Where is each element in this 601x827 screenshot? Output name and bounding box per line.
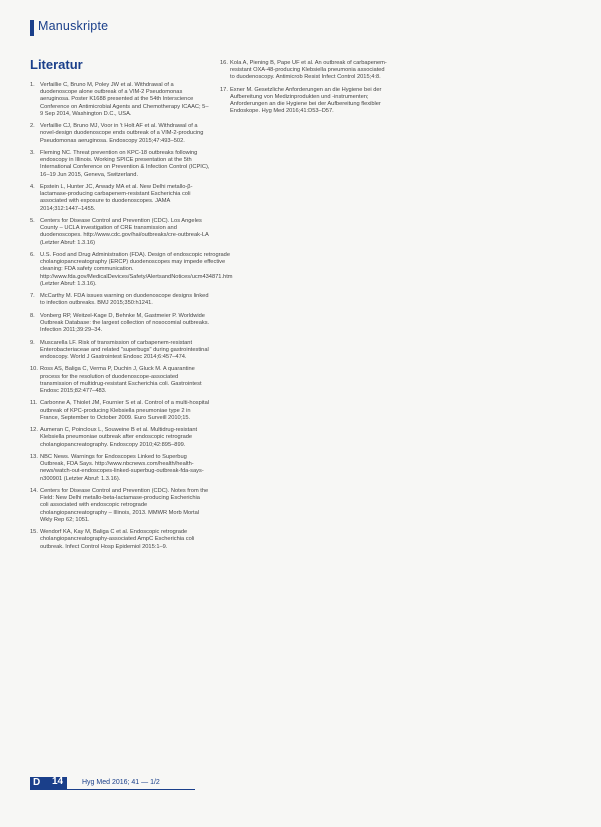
- reference-item: [30, 293, 210, 307]
- reference-number: 9.: [30, 339, 35, 346]
- reference-item: [30, 313, 210, 335]
- reference-number: 3.: [30, 150, 35, 156]
- reference-number: 6.: [30, 252, 35, 258]
- reference-number: 17.: [220, 86, 228, 93]
- reference-text: U.S. Food and Drug Administration (FDA). Design of endoscopic retrograde cholangiopancreatography (ERCP) duodenoscopes may impede effective cleaning: FDA safety communication. http://www.fda.gov/MedicalDevices/Safety/AlertsandNotices/ucm434871.htm (Letzter Abruf: 1.3.16).: [40, 252, 233, 287]
- reference-text: McCarthy M. FDA issues warning on duodenoscope designs linked to infection outbreaks. BMJ 2015;350:h1241.: [40, 293, 209, 307]
- reference-text: Fleming NC. Threat prevention on KPC-18 outbreaks following endoscopy in Illinois. Working SPICE presentation at the 5th International Conference on Prevention & Infection Control (ICPIC), 16–19 Jun 2015, Geneva, Switzerland.: [40, 150, 210, 178]
- reference-text: Carbonne A, Thiolet JM, Fournier S et al. Control of a multi-hospital outbreak of KPC-producing Klebsiella pneumoniae type 2 in France, September to October 2009. Euro Surveill 2010;15.: [40, 400, 210, 421]
- reference-text: Wendorf KA, Kay M, Baliga C et al. Endoscopic retrograde cholangiopancreatography-associated AmpC Escherichia coli outbreak. Infect Control Hosp Epidemiol 2015:1–9.: [40, 529, 195, 550]
- reference-item: [30, 427, 210, 449]
- journal-citation: Hyg Med 2016; 41 — 1/2: [82, 779, 160, 786]
- reference-item: [30, 82, 210, 118]
- reference-number: 14.: [30, 487, 38, 494]
- reference-text: Centers for Disease Control and Prevention (CDC). Notes from the Field: New Delhi metallo-beta-lactamase-producing Escherichia coli associated with endoscopic retrograde cholangiopancreatography – Illinois, 2013. MMWR Morb Mortal Wkly Rep 62; 1051.: [40, 487, 209, 523]
- reference-number: 16.: [220, 60, 228, 66]
- reference-text: Aumeran C, Poincloux L, Souweine B et al. Multidrug-resistant Klebsiella pneumoniae outbreak after endoscopic retrograde cholangiopancreatography. Endoscopy 2010;42:895–899.: [40, 427, 198, 448]
- reference-number: 8.: [30, 312, 35, 319]
- section-marker: [30, 20, 34, 36]
- reference-text: Centers for Disease Control and Prevention (CDC). Los Angeles County – UCLA investigation of CRE transmission and duodenoscopes. http://www.cdc.gov/hai/outbreaks/cre-outbreak-LA (Letzter Abruf: 1.3.16): [40, 218, 209, 246]
- reference-item: [220, 60, 390, 82]
- reference-number: 13.: [30, 453, 38, 460]
- reference-text: Epstein L, Hunter JC, Arwady MA et al. New Delhi metallo-β-lactamase-producing carbapenem-resistant Escherichia coli associated with exposure to duodenoscopes. JAMA 2014;312:1447–1455.: [40, 184, 193, 212]
- reference-text: Muscarella LF. Risk of transmission of carbapenem-resistant Enterobacteriaceae and related "superbugs" during gastrointestinal endoscopy. World J Gastrointest Endosc 2014;6:457–474.: [40, 339, 209, 360]
- reference-text: Kola A, Piening B, Pape UF et al. An outbreak of carbapenem-resistant OXA-48-producing Klebsiella pneumonia associated to duodenoscopy. Antimicrob Resist Infect Control 2015;4:8.: [230, 60, 387, 81]
- reference-item: [30, 454, 210, 483]
- footer-divider: [30, 789, 195, 790]
- reference-text: NBC News. Warnings for Endoscopes Linked to Superbug Outbreak, FDA Says. http://www.nbcnews.com/health/health-news/watch-out-endoscopes-linked-superbug-outbreak-fda-says-n300901 (Letzter Abruf: 1.3.16).: [40, 453, 204, 482]
- reference-item: [220, 87, 390, 116]
- reference-number: 11.: [30, 400, 38, 407]
- reference-number: 7.: [30, 293, 35, 300]
- page-number: 14: [52, 776, 64, 787]
- reference-item: [30, 529, 210, 551]
- reference-number: 4.: [30, 184, 35, 190]
- reference-number: 1.: [30, 82, 35, 88]
- reference-text: Vonberg RP, Weitzel-Kage D, Behnke M, Gastmeier P. Worldwide Outbreak Database: the largest collection of nosocomial outbreaks. Infection 2011;39:29–34.: [40, 312, 210, 334]
- references-column-right: [220, 60, 390, 121]
- reference-item: [30, 184, 210, 213]
- reference-item: [30, 123, 210, 145]
- reference-list-right: [220, 60, 390, 116]
- reference-item: [30, 218, 210, 247]
- references-heading: Literatur: [30, 57, 83, 72]
- footer-section-letter: D: [33, 777, 41, 788]
- section-label: Manuskripte: [38, 19, 109, 33]
- reference-item: [30, 150, 210, 179]
- reference-text: Exner M. Gesetzliche Anforderungen an die Hygiene bei der Aufbereitung von Medizinprodukten und -instrumenten; Anforderungen an die Hygiene bei der Aufbereitung flexibler Endoskope. Hyg Med 2016;41:D53–D57.: [230, 86, 382, 115]
- reference-number: 10.: [30, 366, 38, 373]
- reference-text: Verfaillie CJ, Bruno MJ, Voor in 't Holt AF et al. Withdrawal of a novel-design duodenoscope ends outbreak of a VIM-2-producing Pseudomonas aeruginosa. Endoscopy 2015;47:493–502.: [40, 123, 204, 144]
- reference-number: 2.: [30, 123, 35, 130]
- reference-number: 15.: [30, 529, 38, 536]
- reference-number: 12.: [30, 427, 38, 434]
- reference-item: [30, 366, 210, 395]
- reference-item: [30, 252, 233, 288]
- reference-item: [30, 488, 210, 524]
- reference-number: 5.: [30, 218, 35, 224]
- reference-item: [30, 340, 210, 362]
- reference-item: [30, 400, 210, 422]
- reference-text: Verfaillie C, Bruno M, Poley JW et al. Withdrawal of a duodenoscope alone outbreak of a VIM-2 Pseudomonas aeruginosa. Poster K1688 presented at the 54th Interscience Conference on Antimicrobial Agents and Chemotherapy ICAAC; 5–9 Sep 2014, Washington D.C., USA.: [40, 82, 209, 117]
- reference-text: Ross AS, Baliga C, Verma P, Duchin J, Gluck M. A quarantine process for the resolution of duodenoscope-associated transmission of multidrug-resistant Escherichia coli. Gastrointest Endosc 2015;82:477–483.: [40, 366, 202, 394]
